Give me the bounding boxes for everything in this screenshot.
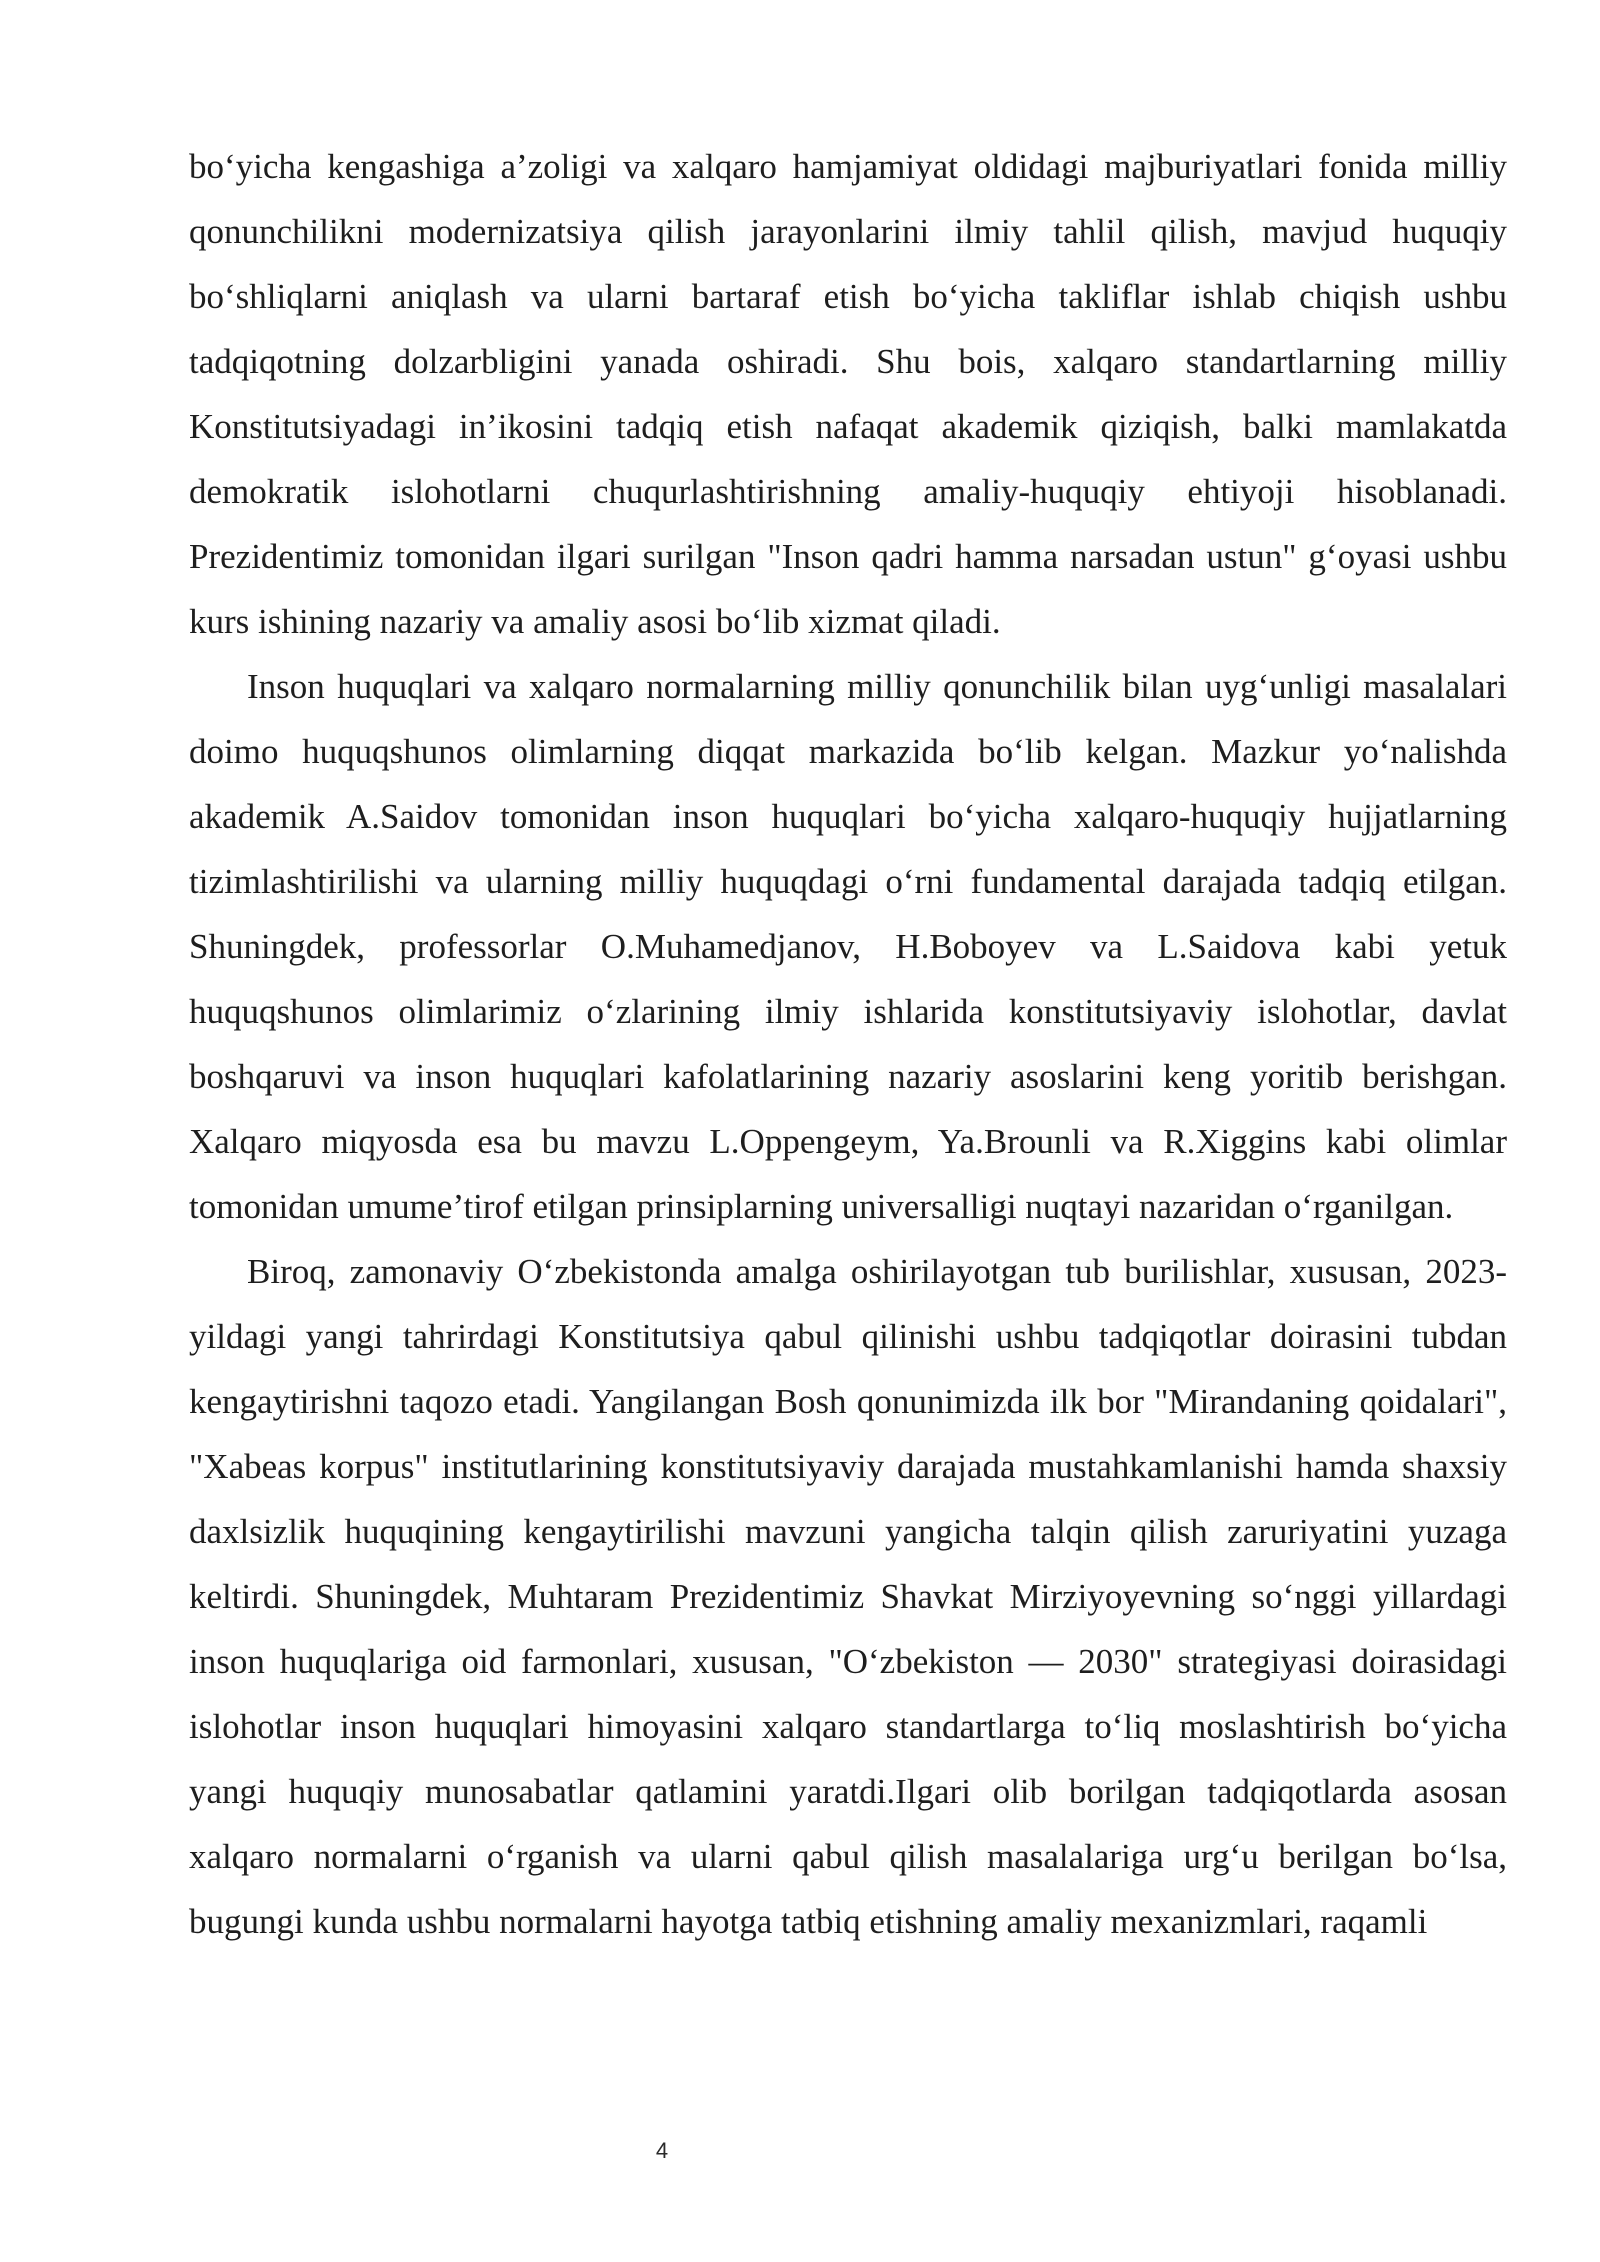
paragraph-2: Inson huquqlari va xalqaro normalarning milliy qonunchilik bilan uyg‘unligi masalalari doimo huquqshunos olimlarning diqqat markazida bo‘lib kelgan. Mazkur yo‘nalishda akademik A.Saidov tomonidan inson huquqlari bo‘yicha xalqaro-huquqiy hujjatlarning tizimlashtirilishi va ularning milliy huquqdagi o‘rni fundamental darajada tadqiq etilgan. Shuningdek, professorlar O.Muhamedjanov, H.Boboyev va L.Saidova kabi yetuk huquqshunos olimlarimiz o‘zlarining ilmiy ishlarida konstitutsiyaviy islohotlar, davlat boshqaruvi va inson huquqlari kafolatlarining nazariy asoslarini keng yoritib berishgan. Xalqaro miqyosda esa bu mavzu L.Oppengeym, Ya.Brounli va R.Xiggins kabi olimlar tomonidan umume’tirof etilgan prinsiplarning universalligi nuqtayi nazaridan o‘rganilgan. (189, 667, 1507, 1226)
body-text (189, 134, 1507, 1954)
page-number: 4 (655, 2138, 669, 2163)
paragraph-3: Biroq, zamonaviy O‘zbekistonda amalga oshirilayotgan tub burilishlar, xususan, 2023-yildagi yangi tahrirdagi Konstitutsiya qabul qilinishi ushbu tadqiqotlar doirasini tubdan kengaytirishni taqozo etadi. Yangilangan Bosh qonunimizda ilk bor "Mirandaning qoidalari", "Xabeas korpus" institutlarining konstitutsiyaviy darajada mustahkamlanishi hamda shaxsiy daxlsizlik huquqining kengaytirilishi mavzuni yangicha talqin qilish zaruriyatini yuzaga keltirdi. Shuningdek, Muhtaram Prezidentimiz Shavkat Mirziyoyevning so‘nggi yillardagi inson huquqlariga oid farmonlari, xususan, "O‘zbekiston — 2030" strategiyasi doirasidagi islohotlar inson huquqlari himoyasini xalqaro standartlarga to‘liq moslashtirish bo‘yicha yangi huquqiy munosabatlar qatlamini yaratdi.Ilgari olib borilgan tadqiqotlarda asosan xalqaro normalarni o‘rganish va ularni qabul qilish masalalariga urg‘u berilgan bo‘lsa, bugungi kunda ushbu normalarni hayotga tatbiq etishning amaliy mexanizmlari, raqamli (189, 1252, 1507, 1941)
paragraph-1: bo‘yicha kengashiga a’zoligi va xalqaro hamjamiyat oldidagi majburiyatlari fonida milliy qonunchilikni modernizatsiya qilish jarayonlarini ilmiy tahlil qilish, mavjud huquqiy bo‘shliqlarni aniqlash va ularni bartaraf etish bo‘yicha takliflar ishlab chiqish ushbu tadqiqotning dolzarbligini yanada oshiradi. Shu bois, xalqaro standartlarning milliy Konstitutsiyadagi in’ikosini tadqiq etish nafaqat akademik qiziqish, balki mamlakatda demokratik islohotlarni chuqurlashtirishning amaliy-huquqiy ehtiyoji hisoblanadi. Prezidentimiz tomonidan ilgari surilgan "Inson qadri hamma narsadan ustun" g‘oyasi ushbu kurs ishining nazariy va amaliy asosi bo‘lib xizmat qiladi. (189, 147, 1507, 641)
